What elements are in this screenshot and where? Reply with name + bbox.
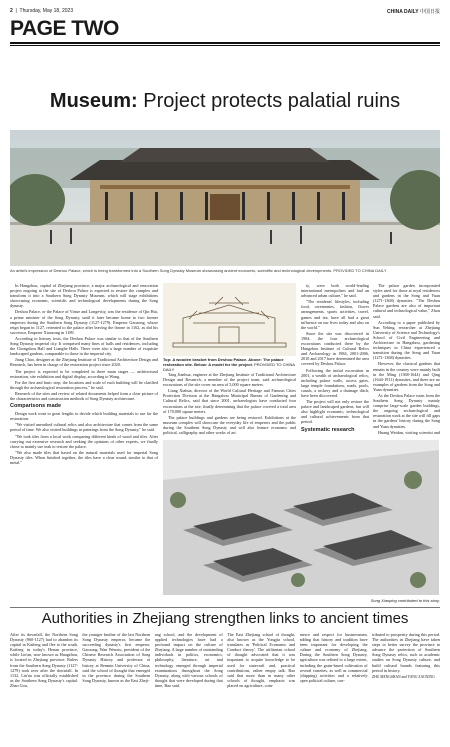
paragraph: Tang Jianhua, engineer at the Zhejiang Institute of Traditional Architecture Design and Research, a member of the project team, said archaeological excavations of the site cover an area of 5,000 square meters. <box>163 372 296 388</box>
sketch-caption <box>163 358 296 372</box>
paragraph: The palace garden incorporated styles used for those at royal residences and gardens in the Song and Yuan (1271-1368) dynasties. "The Deshou Palace gardens are also of important cultural and technological value," Zhou said. <box>373 283 440 319</box>
paragraph: Huang Weidan, visiting scientist and <box>378 429 440 435</box>
story2-column-5 <box>300 632 368 737</box>
paragraph: As the Deshou Palace ruins from the Southern Song Dynasty mainly comprise large-scale garden buildings, the ongoing archaeological and restoration work at the site will fill gaps in the gardens' history during the Song and Yuan dynasties. <box>373 392 440 429</box>
palace-artist-impression-photo <box>10 130 440 266</box>
model-render-drawing <box>163 440 439 595</box>
subheading: Systematic research <box>301 426 355 433</box>
page-info: 2 | Thursday, May 18, 2023 <box>10 8 74 14</box>
paragraph: For the first and basic step, the locations and scale of each building will be clarified through the archaeological restoration process," he said. <box>10 379 158 390</box>
article-column-1 <box>10 283 158 603</box>
article-column-3 <box>373 283 440 436</box>
paragraph: Design work went to great lengths to decide which building materials to use for the restoration. <box>10 411 158 422</box>
paragraph: "We took tiles from a local work comparing different kinds of wood and tiles. After carrying out extensive research and seeking the opinions of other experts, we finally chose to mainly use teak to restore the palace. <box>10 433 158 449</box>
headline-kicker: Museum: <box>49 90 138 112</box>
paragraph <box>301 435 369 436</box>
masthead <box>10 6 440 16</box>
top-rule-thin <box>10 45 440 46</box>
story2-column-1 <box>10 632 78 737</box>
headline-museum <box>0 90 450 113</box>
render-caption: Song Xiaoping contributed to this story. <box>370 598 440 603</box>
paper-name <box>387 8 440 15</box>
paragraph: "We visited unearthed cultural relics and also architecture that comes from the same period of time. We also visited buildings in paintings from the Song Dynasty," he said. <box>10 422 158 433</box>
issue-date: Thursday, May 18, 2023 <box>19 8 74 14</box>
paragraph: Jiang Chao, designer at the Zhejiang Institute of Traditional Architecture Design and Research, has been in charge of the restoration project since 2020. <box>10 357 158 368</box>
palace-illustration <box>10 130 440 266</box>
paragraph: "The residents' lifestyles, including food, ceremonies, fashion, flower arrangements, sports activities, travel, games and tea, have all had a great influence on our lives today and also on the world." <box>301 299 369 330</box>
photo-caption: An artist's impression of Deshou Palace, which is being transformed into a Southern Song Dynasty Museum showcasing ancient economic, scientific and technological developments. PROVIDED TO CHINA DAILY <box>10 268 387 273</box>
top-rule <box>10 42 440 44</box>
project-model-render <box>163 440 439 595</box>
paragraph: In Hangzhou, capital of Zhejiang province, a major archaeological and renovation project ongoing at the site of Deshou Palace is expected to restore the complex and transform it into a Southern Song Dynasty Museum, which will stage exhibitions showcasing economic, scientific and technological developments during the Song dynasty. <box>10 283 158 309</box>
paragraph: According to literary texts, the Deshou Palace was similar to that of the Southern Song Dynasty imperial city. It comprised many lines of halls and residences, including the Chongshou Hall and Lianghe Halls. There were also a large number of exquisite landscaped gardens, comparable to those in the imperial city. <box>10 335 158 357</box>
paragraph: Following the initial excavation in 2001, a wealth of archaeological relics, including palace walls, access gates, large temple foundations, roads, pools, canals, a rockery and a drainage ditch, have been discovered. <box>301 367 369 398</box>
paragraph: Liang Xiahua, director of the World Cultural Heritage and Famous Cities Protection Division at the Hangzhou Municipal Bureau of Gardening and Cultural Relics, said that since 2001, archaeologists have conducted four excavations at the site, finally determining that the palace covered a total area of 170,000 square meters. <box>163 388 296 414</box>
paragraph: The project will not only restore the palace and landscaped gardens, but will also highlight economic, technological and cultural achievements from that period. <box>301 399 369 425</box>
story2-column-4 <box>227 632 295 737</box>
paragraph: the younger brother of the last Northern Song Dynasty emperor, became the succeeding dynasty's first emperor, Gaozong. Wan Wenxiu, president of the Chinese Research Association of Song Dynasty History and professor of history at Renmin University of China, said the school of thought that emerged in the province during the Southern Song Dynasty, known as the East Zheji- <box>82 632 151 683</box>
subheading: Comparisons made <box>10 403 62 410</box>
paper-name-en: CHINA DAILY <box>387 9 419 15</box>
paragraph: ang school, and the development of applied technologies have had a profound impact on the culture of Zhejiang. A large number of outstanding individuals in politics, economics, philosophy, literature, art and technology emerged through imperial examinations throughout the Song Dynasty, along with various schools of thought that were developed during that time, Bao said. <box>154 632 223 688</box>
paragraph: After its downfall, the Northern Song Dynasty (960-1127) had to abandon its capital in Kaifeng and flee to the south. Kaifeng in today's Henan province, while Lin'an, now known as Hangzhou, is located in Zhejiang province. Rulers from the Southern Song Dynasty (1127-1279) took over after the downfall. In 1132, Lin'an was officially established as the Southern Song Dynasty's capital. Zhao Gou, <box>10 632 78 688</box>
paragraph: The project is expected to be completed in three main stages — architectural restoration, site exhibition and digital display, according to Wang. <box>10 368 158 379</box>
page-number: 2 <box>10 8 13 14</box>
paragraph: According to a paper published by Sun Yebing, researcher at Zhejiang University of Science and Technology's School of Civil Engineering and Architecture in Hangzhou, gardening techniques in China experienced a transition during the Song and Yuan (1271-1368) dynasties. <box>373 319 440 361</box>
story-divider <box>10 607 440 608</box>
story2-column-2 <box>82 632 150 737</box>
article-column-2 <box>163 372 296 436</box>
paragraph: ty, were both world-leading international metropolises and had an advanced urban culture," he said. <box>301 283 369 299</box>
bracket-drawing <box>163 283 296 356</box>
article-column-2b <box>301 283 369 436</box>
paragraph: Research of the sites and review of related documents helped form a clear picture of the characteristics and construction methods of Song Dynasty architecture. <box>10 390 158 401</box>
section-title: PAGE TWO <box>10 17 119 40</box>
story2-column-6 <box>372 632 440 737</box>
wooden-bracket-sketch <box>163 283 296 356</box>
headline-zhejiang: Authorities in Zhejiang strengthen links to ancient times <box>41 610 409 627</box>
sketch-caption-top: Top: A wooden bracket from Deshou Palace. Above: The palace restoration site. <box>163 357 284 367</box>
byline: ZHU MENGSHAN and YANG ZAOXING <box>372 674 435 679</box>
paragraph: Since the site was discovered in 1984, the four archaeological excavations conducted there by the Hangzhou Institute of Cultural Relics and Archaeology in 1984, 2001-2006, 2010 and 2017 have determined the area covered by Deshou Palace. <box>301 330 369 367</box>
story2-column-3 <box>155 632 223 737</box>
paper-name-cn: 中国日报 <box>419 9 440 15</box>
headline-text: Project protects palatial ruins <box>137 90 401 112</box>
paragraph: However, the classical gardens that remain in the country were mainly built in the Ming (1368-1644) and Qing (1644-1911) dynasties, and there are no examples of gardens from the Song and Yuan dynasties. <box>373 361 440 392</box>
sketch-credit: PROVIDED TO CHINA DAILY <box>163 361 295 372</box>
paragraph: "We also made tiles that based on the natural materials used for imperial Song Dynasty tiles. When finished together, the tiles have a clear sound, similar to that of metal." <box>10 449 158 465</box>
paragraph: Deshou Palace, or the Palace of Virtue and Longevity, was the residence of Qin Hui, a prime minister of the Song Dynasty, until it later became home to two former emperors during the Southern Song Dynasty (1127-1279). Emperor Gaozong, whose reign began in 1127, retreated to the palace after leaving the throne in 1162, as did his successor, Emperor Xiaozong in 1189. <box>10 309 158 335</box>
paragraph: tributed to prosperity during this period. The authorities in Zhejiang have taken steps to better survey the province to advance the protection of Southern Song Dynasty relics, such as academic studies on Song Dynasty culture, and build cultural brands featuring this period in history. <box>372 632 440 673</box>
paragraph: The palace buildings and gardens are being restored. Exhibitions at the museum complex will showcase the everyday life of emperors and the public during the Southern Song Dynasty and will also feature economic and political, calligraphy and other works of art. <box>163 414 296 436</box>
paragraph: merce and respect for businessmen, adding that history and tradition have been important for developing the culture and economy of Zhejiang. During the Southern Song Dynasty, agriculture was refined to a large extent, including the grain-based cultivation of several varieties, as well as commercial (shipping) activities and a relatively open political culture, con- <box>299 632 368 683</box>
paragraph: The East Zhejiang school of thought, also known as the Yongjia school, translates as 'Political Economic and Conduct theory'. The utilitarian school of thought advocated that it was important to acquire knowledge to be used for statecraft and, practical contributions, rather empty talk. Bao said that more than in many other schools of thought, emphasis was placed on agriculture, com- <box>227 632 296 688</box>
sketch-caption-below: Below: A model for the project. <box>194 361 253 367</box>
